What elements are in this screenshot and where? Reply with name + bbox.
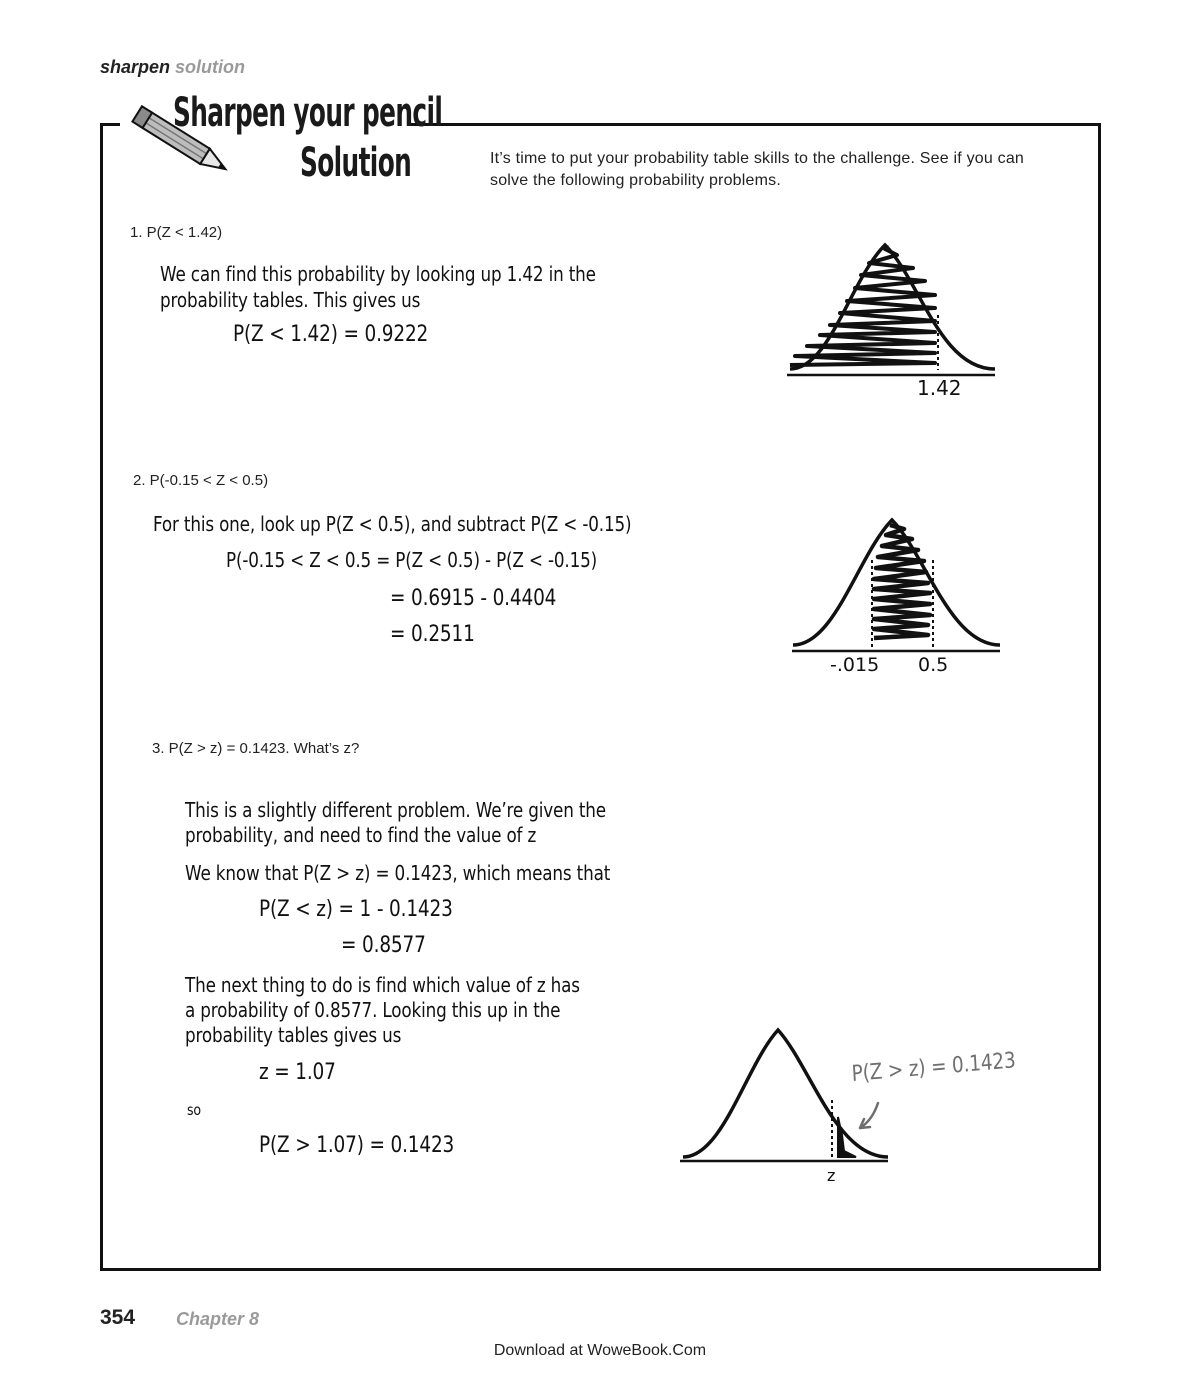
page-number: 354 [100, 1306, 136, 1329]
problem-3-line-1: This is a slightly different problem. We’re given the [185, 798, 606, 822]
intro-text: It’s time to put your probability table skills to the challenge. See if you can solve the following probability problems. [490, 150, 1025, 189]
running-head-sharpen: sharpen [100, 57, 171, 77]
problem-3-line-9: z = 1.07 [259, 1060, 336, 1085]
problem-3-line-5: = 0.8577 [341, 933, 426, 958]
curve-3-label-z: z [827, 1166, 836, 1185]
problem-2-line-1: For this one, look up P(Z < 0.5), and subtract P(Z < -0.15) [153, 512, 632, 536]
problem-2-line-3: = 0.6915 - 0.4404 [390, 586, 557, 611]
normal-curve-2 [790, 515, 1005, 675]
problem-1-line-3: P(Z < 1.42) = 0.9222 [233, 322, 429, 347]
problem-3-line-2: probability, and need to find the value of z [185, 823, 537, 847]
problem-3-line-8: probability tables gives us [185, 1023, 402, 1047]
problem-3-question: 3. P(Z > z) = 0.1423. What’s z? [152, 740, 360, 757]
curve-1-label-142: 1.42 [917, 376, 962, 400]
problem-3-annotation: P(Z > z) = 0.1423 [851, 1048, 1017, 1087]
problem-3-line-4: P(Z < z) = 1 - 0.1423 [259, 897, 453, 922]
chapter-label: Chapter 8 [176, 1309, 260, 1329]
curve-2-label-high: 0.5 [918, 654, 949, 676]
banner-title-line1: Sharpen your pencil [173, 90, 443, 136]
problem-1-question: 1. P(Z < 1.42) [130, 224, 223, 241]
problem-3-line-6: The next thing to do is find which value of z has [185, 973, 580, 997]
problem-2-question: 2. P(-0.15 < Z < 0.5) [133, 472, 269, 489]
problem-2-line-4: = 0.2511 [390, 622, 475, 647]
running-head [100, 57, 245, 78]
problem-3-line-7: a probability of 0.8577. Looking this up in the [185, 998, 561, 1022]
problem-3-line-3: We know that P(Z > z) = 0.1423, which means that [185, 861, 611, 885]
problem-1-line-1: We can find this probability by looking up 1.42 in the [160, 262, 596, 286]
problem-3-line-10: so [187, 1101, 201, 1119]
problem-1-line-2: probability tables. This gives us [160, 288, 421, 312]
download-credit: Download at WoweBook.Com [493, 1342, 707, 1359]
problem-3-line-11: P(Z > 1.07) = 0.1423 [259, 1133, 455, 1158]
curve-2-label-low: -.015 [830, 654, 880, 676]
banner-title-line2: Solution [300, 140, 412, 186]
problem-2-line-2: P(-0.15 < Z < 0.5 = P(Z < 0.5) - P(Z < -0.15) [226, 548, 598, 572]
running-head-solution: solution [175, 57, 246, 77]
normal-curve-1 [785, 235, 1000, 405]
normal-curve-3 [678, 1025, 893, 1190]
